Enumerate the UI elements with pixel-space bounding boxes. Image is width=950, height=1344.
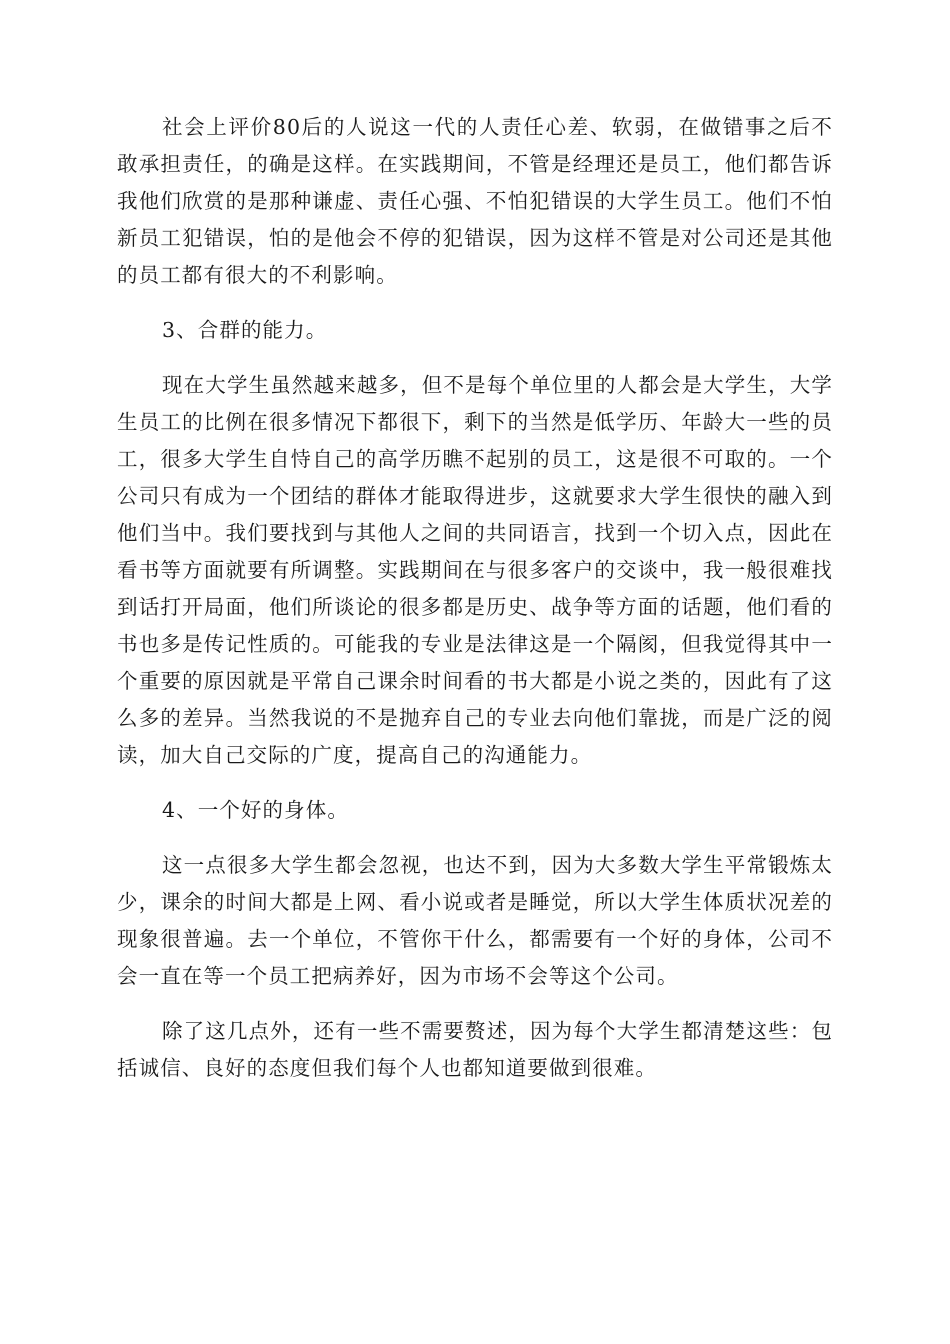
paragraph-conclusion: 除了这几点外，还有一些不需要赘述，因为每个大学生都清楚这些：包括诚信、良好的态度但我们每个人也都知道要做到很难。 <box>117 1019 833 1080</box>
paragraph-responsibility: 社会上评价80后的人说这一代的人责任心差、软弱，在做错事之后不敢承担责任，的确是这样。在实践期间，不管是经理还是员工，他们都告诉我他们欣赏的是那种谦虚、责任心强、不怕犯错误的大学生员工。他们不怕新员工犯错误，怕的是他会不停的犯错误，因为这样不管是对公司还是其他的员工都有很大的不利影响。 <box>117 115 833 287</box>
heading-good-health: 4、一个好的身体。 <box>162 798 349 822</box>
heading-teamwork-ability: 3、合群的能力。 <box>162 318 328 342</box>
document-page <box>117 109 833 1105</box>
paragraph-health: 这一点很多大学生都会忽视，也达不到，因为大多数大学生平常锻炼太少，课余的时间大都是上网、看小说或者是睡觉，所以大学生体质状况差的现象很普遍。去一个单位，不管你干什么，都需要有一个好的身体，公司不会一直在等一个员工把病养好，因为市场不会等这个公司。 <box>117 853 833 988</box>
paragraph-teamwork: 现在大学生虽然越来越多，但不是每个单位里的人都会是大学生，大学生员工的比例在很多情况下都很下，剩下的当然是低学历、年龄大一些的员工，很多大学生自恃自己的高学历瞧不起别的员工，这是很不可取的。一个公司只有成为一个团结的群体才能取得进步，这就要求大学生很快的融入到他们当中。我们要找到与其他人之间的共同语言，找到一个切入点，因此在看书等方面就要有所调整。实践期间在与很多客户的交谈中，我一般很难找到话打开局面，他们所谈论的很多都是历史、战争等方面的话题，他们看的书也多是传记性质的。可能我的专业是法律这是一个隔阂，但我觉得其中一个重要的原因就是平常自己课余时间看的书大都是小说之类的，因此有了这么多的差异。当然我说的不是抛弃自己的专业去向他们靠拢，而是广泛的阅读，加大自己交际的广度，提高自己的沟通能力。 <box>117 373 833 767</box>
